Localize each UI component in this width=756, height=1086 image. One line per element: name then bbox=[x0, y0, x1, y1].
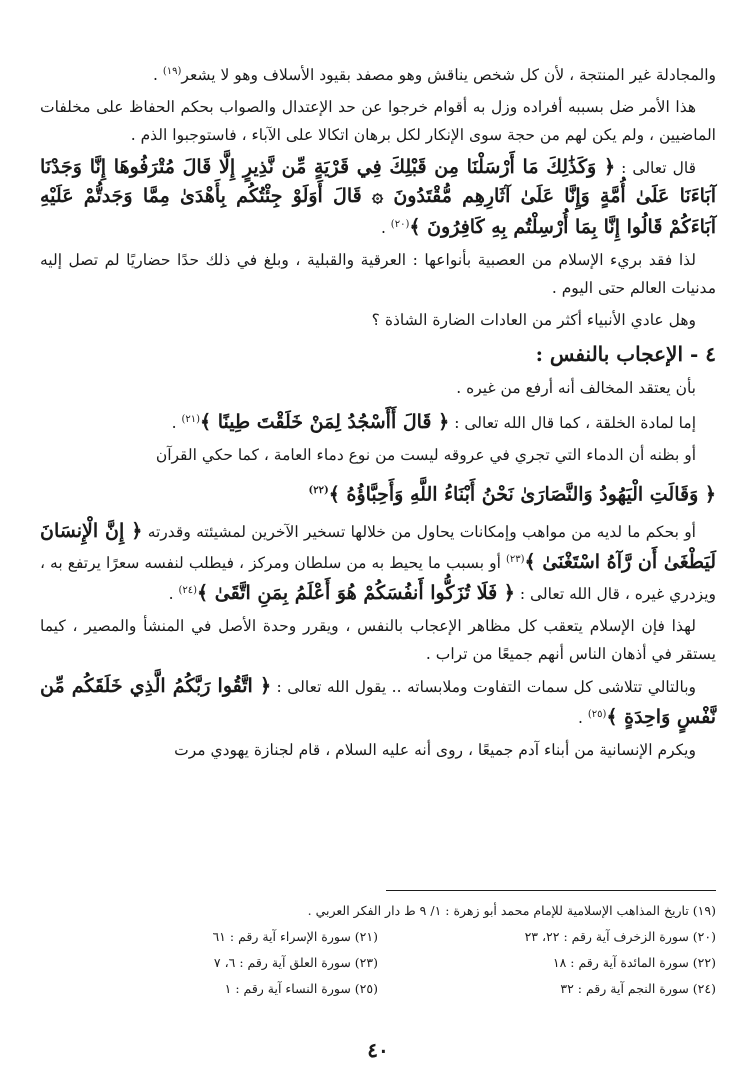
footnote-20: (٢٠) سورة الزخرف آية رقم : ٢٢، ٢٣ bbox=[524, 929, 716, 944]
quran-verse-zukhruf: ﴿ وَكَذَٰلِكَ مَا أَرْسَلْنَا مِن قَبْلِكَ فِي قَرْيَةٍ مِّن نَّذِيرٍ إِلَّا قَالَ مُتْرَفُوهَا إِنَّا وَجَدْنَا آبَاءَنَا عَلَىٰ أُمَّةٍ وَإِنَّا عَلَىٰ آثَارِهِم مُّقْتَدُونَ ۞ قَالَ أَوَلَوْ جِئْتُكُم بِأَهْدَىٰ مِمَّا وَجَدتُّمْ عَلَيْهِ آبَاءَكُمْ قَالُوا إِنَّا بِمَا أُرْسِلْتُم بِهِ كَافِرُونَ ﴾ bbox=[40, 156, 716, 239]
quran-verse-nisa: ﴿ اتَّقُوا رَبَّكُمُ الَّذِي خَلَقَكُم مِّن نَّفْسٍ وَاحِدَةٍ ﴾ bbox=[40, 675, 716, 729]
paragraph-12: ويكرم الإنسانية من أبناء آدم جميعًا ، روى أنه عليه السلام ، قام لجنازة يهودي مرت bbox=[174, 741, 696, 760]
quran-verse-alaq: ﴿ إِنَّ الْإِنسَانَ لَيَطْغَىٰ أَن رَّآهُ اسْتَغْنَىٰ ﴾ bbox=[40, 519, 716, 573]
paragraph-7 bbox=[40, 406, 716, 437]
paragraph-9-text-2: أو بسبب ما يحيط به من سلطان ومركز ، فيطلب لنفسه سعرًا يرتفع به ، ويزدري غيره ، قال الله تعالى : bbox=[40, 553, 716, 604]
footnote-23: (٢٣) سورة العلق آية رقم : ٦، ٧ bbox=[213, 955, 378, 970]
paragraph-9-end: . bbox=[168, 585, 179, 604]
paragraph-1-end: . bbox=[153, 66, 163, 85]
footnote-ref-23: (٢٣) bbox=[505, 553, 525, 565]
paragraph-1-text: والمجادلة غير المنتجة ، لأن كل شخص يناقش وهو مصفد بقيود الأسلاف وهو لا يشعر bbox=[181, 66, 716, 85]
quran-verse-najm: ﴿ فَلَا تُزَكُّوا أَنفُسَكُمْ هُوَ أَعْلَمُ بِمَنِ اتَّقَىٰ ﴾ bbox=[197, 582, 515, 605]
paragraph-3-end: . bbox=[380, 219, 391, 238]
paragraph-9-text-1: أو بحكم ما لديه من مواهب وإمكانات يحاول من خلالها تسخير الآخرين لمشيئته وقدرته bbox=[147, 522, 696, 541]
paragraph-10: لهذا فإن الإسلام يتعقب كل مظاهر الإعجاب بالنفس ، ويقرر وحدة الأصل في المنشأ والمصير ، كيما يستقر في أذهان الناس أنهم جميعًا من تراب . bbox=[40, 617, 716, 664]
paragraph-2: هذا الأمر ضل بسببه أفراده وزل به أقوام خرجوا عن حد الإعتدال والصواب بحكم الحفاظ على مخلفات الماضيين ، ولم يكن لهم من حجة سوى الإنكار لكل برهان اتكالا على الآباء ، فاستوجبوا الذم . bbox=[40, 98, 716, 145]
footnote-row-4 bbox=[40, 976, 716, 1002]
footnote-24: (٢٤) سورة النجم آية رقم : ٣٢ bbox=[560, 981, 716, 996]
paragraph-4: لذا فقد بريء الإسلام من العصبية بأنواعها : العرقية والقبلية ، وبلغ في ذلك حدًا حضاريًا لم تصل إليه مدنيات العالم حتى اليوم . bbox=[40, 251, 716, 298]
quran-verse-maidah: ﴿ وَقَالَتِ الْيَهُودُ وَالنَّصَارَىٰ نَحْنُ أَبْنَاءُ اللَّهِ وَأَحِبَّاؤُهُ ﴾ bbox=[328, 483, 716, 506]
footnote-row-2 bbox=[40, 924, 716, 950]
footnote-ref-25: (٢٥) bbox=[587, 709, 607, 721]
paragraph-3 bbox=[40, 153, 716, 242]
paragraph-5: وهل عادي الأنبياء أكثر من العادات الضارة الشاذة ؟ bbox=[371, 311, 696, 330]
footnote-ref-20: (٢٠) bbox=[390, 219, 410, 231]
footnote-row-1 bbox=[40, 898, 716, 924]
paragraph-7-text: إما لمادة الخلقة ، كما قال الله تعالى : bbox=[449, 414, 696, 433]
quran-verse-maidah-line bbox=[40, 473, 716, 512]
paragraph-3-intro: قال تعالى : bbox=[615, 159, 696, 178]
paragraph-7-end: . bbox=[171, 414, 182, 433]
footnote-ref-21: (٢١) bbox=[181, 414, 200, 426]
footnote-row-3 bbox=[40, 950, 716, 976]
paragraph-11 bbox=[40, 672, 716, 732]
footnote-divider bbox=[386, 890, 716, 891]
main-text bbox=[40, 58, 716, 768]
footnote-ref-19: (١٩) bbox=[162, 66, 182, 77]
footnote-ref-22: (٢٢) bbox=[308, 485, 329, 497]
paragraph-11-end: . bbox=[577, 709, 588, 728]
paragraph-8: أو بظنه أن الدماء التي تجري في عروقه ليست من نوع دماء العامة ، كما حكي القرآن bbox=[155, 446, 696, 465]
footnote-21: (٢١) سورة الإسراء آية رقم : ٦١ bbox=[212, 929, 378, 944]
footnote-22: (٢٢) سورة المائدة آية رقم : ١٨ bbox=[552, 955, 716, 970]
footnote-19: (١٩) تاريخ المذاهب الإسلامية للإمام محمد أبو زهرة : ١/ ٩ ط دار الفكر العربي . bbox=[307, 903, 716, 918]
paragraph-6: بأن يعتقد المخالف أنه أرفع من غيره . bbox=[456, 379, 696, 398]
footnote-25: (٢٥) سورة النساء آية رقم : ١ bbox=[224, 981, 378, 996]
paragraph-11-text: وبالتالي تتلاشى كل سمات التفاوت وملابساته .. يقول الله تعالى : bbox=[271, 678, 696, 697]
footnote-ref-24: (٢٤) bbox=[178, 584, 198, 596]
page-number: ٤٠ bbox=[367, 1038, 389, 1062]
paragraph-1 bbox=[40, 58, 716, 89]
quran-verse-isra: ﴿ قَالَ أَأَسْجُدُ لِمَنْ خَلَقْتَ طِينًا ﴾ bbox=[200, 411, 450, 434]
footnotes bbox=[40, 898, 716, 1002]
section-heading: ٤ - الإعجاب بالنفس : bbox=[535, 342, 716, 367]
paragraph-9 bbox=[40, 517, 716, 608]
